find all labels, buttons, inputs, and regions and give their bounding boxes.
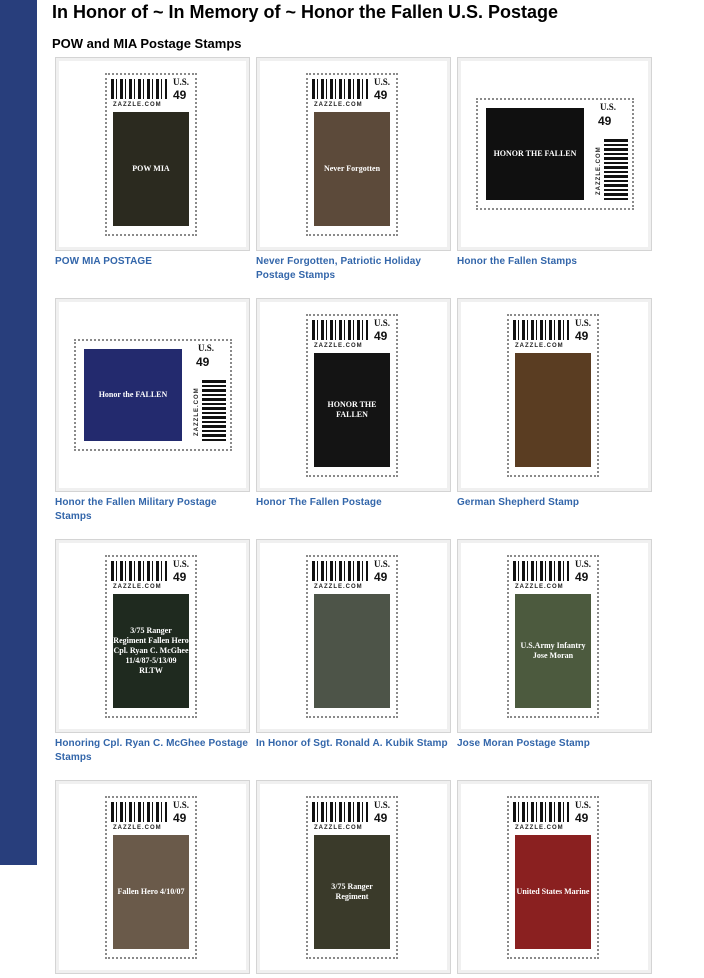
stamp-country: U.S. [575,800,592,810]
thumbnail-frame [262,786,445,968]
stamp-value: 49 [173,88,187,102]
stamp-country: U.S. [374,800,391,810]
section-title: POW and MIA Postage Stamps [52,36,242,51]
product-card [55,539,256,765]
stamp-value: 49 [374,570,388,584]
stamp-art-text: U.S.Army Infantry Jose Moran [520,641,586,660]
stamp-value: 49 [196,355,210,369]
stamp-image [476,98,634,210]
barcode-icon [312,802,368,822]
stamp-art-text: 3/75 Ranger Regiment [331,882,373,901]
barcode-icon [312,561,368,581]
barcode-icon [202,379,226,441]
thumbnail-frame [262,304,445,486]
product-card [256,298,457,510]
thumbnail-frame [463,786,646,968]
stamp-art-text: HONOR THE FALLEN [493,149,577,158]
stamp-image [74,339,232,451]
stamp-value: 49 [575,570,589,584]
stamp-artwork [314,835,390,949]
thumbnail-frame [463,63,646,245]
product-thumbnail[interactable] [256,780,451,974]
stamp-artwork [515,835,591,949]
product-card [457,780,658,978]
stamp-artwork [113,835,189,949]
stamp-artwork [314,594,390,708]
stamp-value: 49 [173,570,187,584]
stamp-country: U.S. [600,102,617,112]
product-link[interactable]: Jose Moran Postage Stamp [457,738,590,749]
product-thumbnail[interactable] [457,298,652,492]
product-thumbnail[interactable] [55,57,250,251]
product-thumbnail[interactable] [457,57,652,251]
stamp-artwork [314,353,390,467]
stamp-image [105,73,197,236]
stamp-brand: ZAZZLE.COM [314,343,363,349]
stamp-brand: ZAZZLE.COM [515,584,564,590]
barcode-icon [111,79,167,99]
product-card [256,57,457,283]
stamp-value: 49 [575,329,589,343]
barcode-icon [604,138,628,200]
stamp-country: U.S. [173,559,190,569]
stamp-value: 49 [374,88,388,102]
stamp-image [507,555,599,718]
stamp-value: 49 [173,811,187,825]
product-thumbnail[interactable] [256,298,451,492]
thumbnail-frame [463,545,646,727]
stamp-country: U.S. [173,77,190,87]
barcode-icon [513,320,569,340]
barcode-icon [111,802,167,822]
product-link[interactable]: German Shepherd Stamp [457,497,580,508]
stamp-country: U.S. [374,77,391,87]
stamp-artwork [113,112,189,226]
product-link[interactable]: Honor the Fallen Military Postage Stamps [55,497,217,522]
product-card [256,780,457,978]
product-link[interactable]: Honor The Fallen Postage [256,497,382,508]
thumbnail-frame [262,545,445,727]
barcode-icon [111,561,167,581]
stamp-image [306,555,398,718]
stamp-country: U.S. [575,559,592,569]
page-title: In Honor of ~ In Memory of ~ Honor the Fallen U.S. Postage [52,2,559,22]
stamp-image [507,314,599,477]
stamp-artwork [113,594,189,708]
stamp-brand: ZAZZLE.COM [113,102,162,108]
stamp-art-text: Never Forgotten [323,164,381,173]
thumbnail-frame [61,304,244,486]
stamp-brand: ZAZZLE.COM [113,825,162,831]
product-card [55,57,256,269]
stamp-value: 49 [575,811,589,825]
product-thumbnail[interactable] [55,780,250,974]
stamp-art-text: United States Marine [516,887,590,896]
stamp-brand: ZAZZLE.COM [194,387,200,436]
stamp-artwork [515,594,591,708]
stamp-brand: ZAZZLE.COM [515,343,564,349]
stamp-country: U.S. [374,318,391,328]
product-card [55,298,256,524]
stamp-brand: ZAZZLE.COM [314,102,363,108]
left-sidebar [0,0,37,865]
product-card [457,539,658,751]
stamp-value: 49 [598,114,612,128]
product-card [55,780,256,978]
product-link[interactable]: Never Forgotten, Patriotic Holiday Postage Stamps [256,256,422,281]
stamp-image [507,796,599,959]
product-thumbnail[interactable] [457,780,652,974]
product-link[interactable]: Honoring Cpl. Ryan C. McGhee Postage Stamps [55,738,249,763]
stamp-value: 49 [374,329,388,343]
product-thumbnail[interactable] [256,539,451,733]
stamp-country: U.S. [374,559,391,569]
stamp-artwork [515,353,591,467]
product-thumbnail[interactable] [55,298,250,492]
stamp-artwork [84,349,182,441]
thumbnail-frame [61,545,244,727]
stamp-brand: ZAZZLE.COM [596,146,602,195]
product-card [457,57,658,269]
stamp-art-text: HONOR THE FALLEN [327,400,377,419]
stamp-country: U.S. [198,343,215,353]
thumbnail-frame [61,63,244,245]
stamp-art-text: Fallen Hero 4/10/07 [117,887,185,896]
thumbnail-frame [262,63,445,245]
barcode-icon [513,561,569,581]
product-thumbnail[interactable] [55,539,250,733]
stamp-artwork [314,112,390,226]
barcode-icon [312,79,368,99]
product-card [256,539,457,751]
product-link[interactable]: In Honor of Sgt. Ronald A. Kubik Stamp [256,738,448,749]
product-thumbnail[interactable] [457,539,652,733]
stamp-brand: ZAZZLE.COM [314,584,363,590]
stamp-art-text: POW MIA [132,164,170,173]
stamp-art-text: 3/75 Ranger Regiment Fallen Hero Cpl. Ryan C. McGhee 11/4/87-5/13/09 RLTW [113,626,189,675]
barcode-icon [312,320,368,340]
stamp-brand: ZAZZLE.COM [314,825,363,831]
thumbnail-frame [463,304,646,486]
product-link[interactable]: POW MIA POSTAGE [55,256,153,267]
stamp-image [105,555,197,718]
stamp-image [306,796,398,959]
stamp-brand: ZAZZLE.COM [113,584,162,590]
product-link[interactable]: Honor the Fallen Stamps [457,256,578,267]
stamp-image [306,314,398,477]
stamp-country: U.S. [173,800,190,810]
stamp-value: 49 [374,811,388,825]
stamp-country: U.S. [575,318,592,328]
stamp-art-text: Honor the FALLEN [98,390,168,399]
barcode-icon [513,802,569,822]
product-card [457,298,658,510]
stamp-brand: ZAZZLE.COM [515,825,564,831]
thumbnail-frame [61,786,244,968]
stamp-image [306,73,398,236]
stamp-artwork [486,108,584,200]
stamp-image [105,796,197,959]
product-thumbnail[interactable] [256,57,451,251]
